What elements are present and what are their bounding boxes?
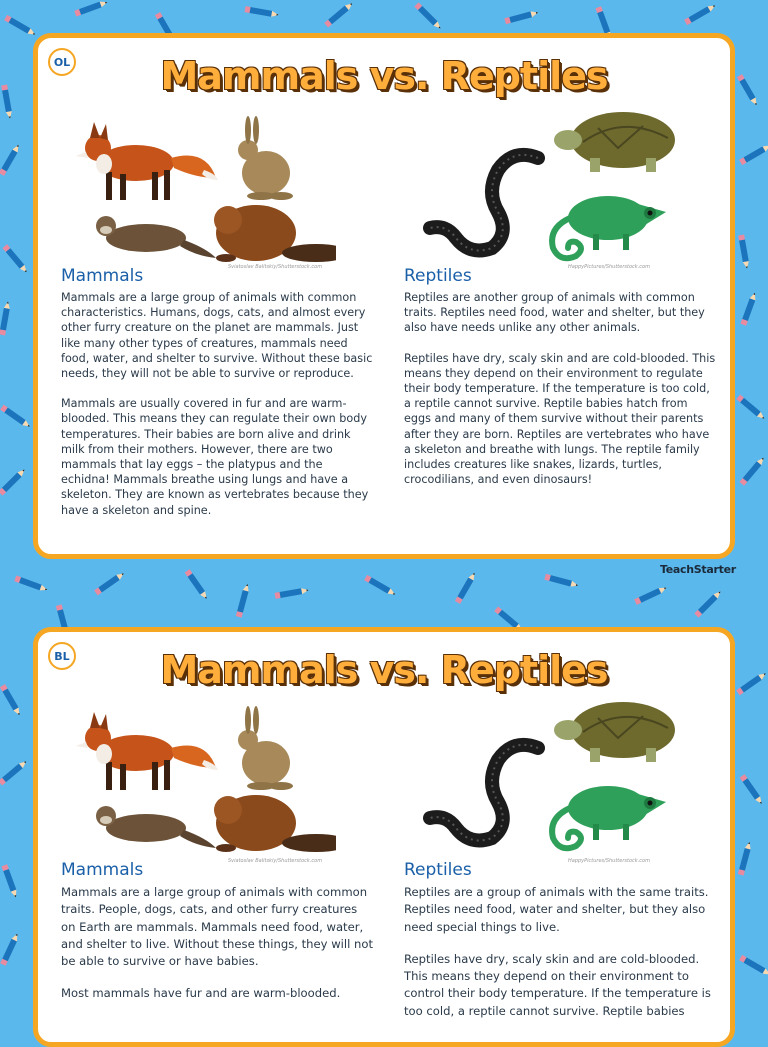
reptiles-illustration	[418, 698, 688, 858]
mammals-paragraph-1: Mammals are a large group of animals with common traits. People, dogs, cats, and other furry creatures on Earth are mammals. Mammals need food, water, and shelter to live. Without these things, they will not be able to survive or have babies.	[61, 885, 374, 969]
reptiles-heading: Reptiles	[404, 860, 472, 880]
mammals-heading: Mammals	[61, 860, 144, 880]
otter-image	[96, 806, 216, 848]
card-title: Mammals vs. Reptiles	[160, 54, 608, 98]
reptiles-paragraph-1: Reptiles are a group of animals with the same traits. Reptiles need food, water and shelter, but they also need special things to live.	[404, 885, 709, 934]
beaver-image	[214, 795, 336, 852]
hare-image	[238, 706, 293, 790]
reptiles-section	[404, 860, 716, 1035]
reptile-photo-credit: HappyPictures/Shutterstock.com	[568, 264, 650, 270]
worksheet-card-on-level	[33, 33, 735, 559]
level-badge: BL	[48, 642, 76, 670]
brand-logo: TeachStarter	[660, 563, 736, 576]
mammals-paragraph-1: Mammals are a large group of animals with common characteristics. Humans, dogs, cats, and almost every other furry creature on the planet are mammals. Just like many other types of creatures, mammals need food, water, and shelter to survive. Without these basic needs, they will not be able to survive or reproduce.	[61, 291, 373, 381]
beaver-image	[214, 205, 336, 262]
tortoise-image	[554, 112, 675, 172]
fox-image	[76, 712, 218, 790]
reptiles-heading: Reptiles	[404, 266, 472, 286]
chameleon-image	[552, 786, 666, 848]
reptiles-paragraph-2: Reptiles have dry, scaly skin and are cold-blooded. This means they depend on their environment to control their body temperature. If the temperature is too cold, a reptile cannot survive. Reptile babies	[404, 951, 711, 1018]
mammals-paragraph-2: Mammals are usually covered in fur and are warm-blooded. This means they can regulate their own body temperatures. Their babies are born alive and drink milk from their mothers. However, there are two mammals that lay eggs – the platypus and the echidna! Mammals breathe using lungs and have a skeleton. They are known as vertebrates because they have a skeleton and spine.	[61, 397, 369, 517]
chameleon-image	[552, 196, 666, 258]
reptiles-illustration	[418, 108, 688, 268]
level-badge: OL	[48, 48, 76, 76]
tortoise-image	[554, 702, 675, 762]
mammal-photo-credit: Sviatoslav Balitskiy/Shutterstock.com	[228, 858, 323, 864]
card-title: Mammals vs. Reptiles	[160, 648, 608, 692]
mammals-illustration	[76, 108, 336, 268]
reptiles-paragraph-1: Reptiles are another group of animals with common traits. Reptiles need food, water and shelter, but they also have needs unlike any other animals.	[404, 291, 705, 335]
snake-image	[430, 745, 538, 841]
worksheet-card-below-level	[33, 627, 735, 1047]
fox-image	[76, 122, 218, 200]
otter-image	[96, 216, 216, 258]
mammals-paragraph-2: Most mammals have fur and are warm-blooded.	[61, 986, 341, 1001]
reptiles-section	[404, 266, 716, 502]
snake-image	[430, 155, 538, 251]
reptile-photo-credit: HappyPictures/Shutterstock.com	[568, 858, 650, 864]
mammals-section	[61, 860, 373, 1018]
mammals-section	[61, 266, 373, 533]
mammals-illustration	[76, 698, 336, 858]
mammal-photo-credit: Sviatoslav Balitskiy/Shutterstock.com	[228, 264, 323, 270]
mammals-heading: Mammals	[61, 266, 144, 286]
reptiles-paragraph-2: Reptiles have dry, scaly skin and are cold-blooded. This means they depend on their environment to regulate their body temperature. If the temperature is too cold, a reptile cannot survive. Reptile babies hatch from eggs and many of them survive without their parents after they are born. Reptiles are vertebrates who have a skeleton and breathe with lungs. The reptile family includes creatures like snakes, lizards, turtles, crocodilians, and even dinosaurs!	[404, 351, 716, 487]
hare-image	[238, 116, 293, 200]
